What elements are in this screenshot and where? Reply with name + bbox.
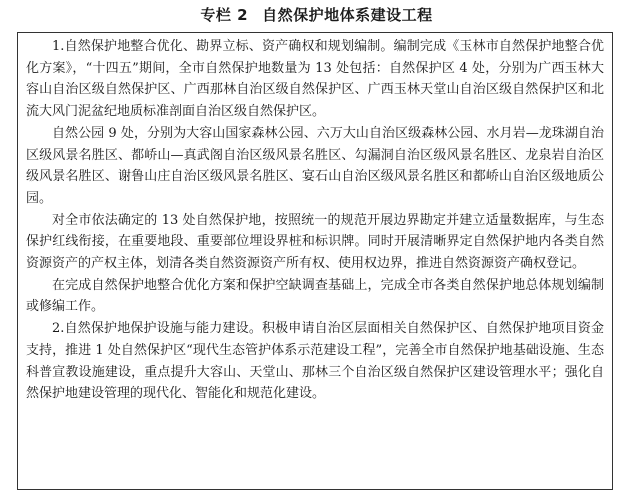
- column-label: 专栏 2: [200, 6, 249, 24]
- column-box: [17, 32, 613, 490]
- paragraph-master-plan: 在完成自然保护地整合优化方案和保护空缺调查基础上，完成全市各类自然保护地总体规划编制或修编工作。: [26, 277, 604, 315]
- paragraph-natural-parks: 自然公园 9 处，分别为大容山国家森林公园、六万大山自治区级森林公园、水月岩—龙珠湖自治区级风景名胜区、都峤山—真武阁自治区级风景名胜区、勾漏洞自治区级风景名胜区、龙泉岩自治区级风景名胜区、谢鲁山庄自治区级风景名胜区、宴石山自治区级风景名胜区和都峤山自治区级地质公园。: [26, 125, 604, 206]
- column-title: [0, 0, 633, 30]
- paragraph-integration: 1.自然保护地整合优化、勘界立标、资产确权和规划编制。编制完成《玉林市自然保护地整合优化方案》，“十四五”期间，全市自然保护地数量为 13 处包括：自然保护区 4 处，分别为广西玉林大容山自治区级自然保护区、广西那林自治区级自然保护区、广西玉林天堂山自治区级自然保护区和北流大风门泥盆纪地质标准剖面自治区级自然保护区。: [26, 39, 604, 120]
- paragraph-boundary-survey: 对全市依法确定的 13 处自然保护地，按照统一的规范开展边界勘定并建立适量数据库，与生态保护红线衔接，在重要地段、重要部位埋设界桩和标识牌。同时开展清晰界定自然保护地内各类自然资源资产的产权主体，划清各类自然资源资产所有权、使用权边界，推进自然资源资产确权登记。: [26, 212, 604, 272]
- paragraph-capacity-building: 2.自然保护地保护设施与能力建设。积极申请自治区层面相关自然保护区、自然保护地项目资金支持，推进 1 处自然保护区“现代生态管护体系示范建设工程”，完善全市自然保护地基础设施、生态科普宣教设施建设，重点提升大容山、天堂山、那林三个自治区级自然保护区建设管理水平；强化自然保护地建设管理的现代化、智能化和规范化建设。: [26, 321, 604, 402]
- column-heading: 自然保护地体系建设工程: [262, 6, 433, 24]
